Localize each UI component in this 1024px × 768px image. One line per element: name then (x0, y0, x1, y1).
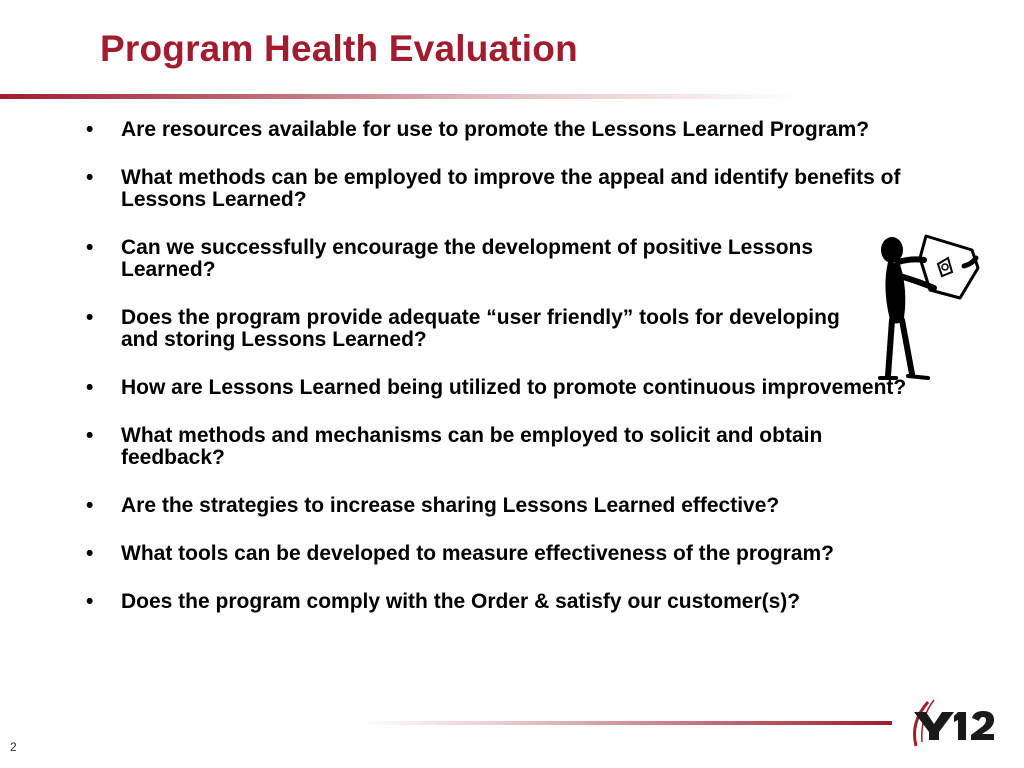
bullet-text: Does the program provide adequate “user friendly” tools for developing and storing Lessons Learned? (121, 306, 840, 351)
bullet-dot-icon: • (86, 590, 94, 613)
bullet-dot-icon: • (86, 236, 94, 259)
bullet-item (84, 307, 881, 351)
y12-logo-icon (906, 696, 998, 750)
bullet-item (84, 425, 921, 469)
bullet-item (84, 495, 981, 517)
bullet-item (84, 377, 921, 399)
bullet-text: What methods can be employed to improve the appeal and identify benefits of Lessons Learned? (121, 166, 901, 211)
page-number: 2 (10, 740, 17, 754)
bullet-text: Are resources available for use to promote the Lessons Learned Program? (121, 118, 870, 141)
bullet-text: Are the strategies to increase sharing Lessons Learned effective? (121, 494, 780, 517)
bullet-dot-icon: • (86, 118, 94, 141)
slide-title: Program Health Evaluation (100, 28, 578, 69)
bullet-text: Can we successfully encourage the development of positive Lessons Learned? (121, 236, 814, 281)
bullet-dot-icon: • (86, 542, 94, 565)
bullet-dot-icon: • (86, 306, 94, 329)
bullet-text: Does the program comply with the Order & satisfy our customer(s)? (121, 590, 801, 613)
bullet-dot-icon: • (86, 376, 94, 399)
bullet-item (84, 167, 951, 211)
bullet-dot-icon: • (86, 166, 94, 189)
bullet-item (84, 543, 891, 565)
person-holding-sign-icon (868, 228, 984, 386)
footer-divider (360, 721, 892, 725)
title-divider (0, 94, 800, 99)
bullet-dot-icon: • (86, 494, 94, 517)
bullet-text: What tools can be developed to measure effectiveness of the program? (121, 542, 834, 565)
bullet-item (84, 237, 881, 281)
bullet-dot-icon: • (86, 424, 94, 447)
question-list (84, 119, 954, 639)
bullet-item (84, 119, 921, 141)
bullet-text: What methods and mechanisms can be employed to solicit and obtain feedback? (121, 424, 823, 469)
bullet-item (84, 591, 801, 613)
bullet-text: How are Lessons Learned being utilized to promote continuous improvement? (121, 376, 907, 399)
